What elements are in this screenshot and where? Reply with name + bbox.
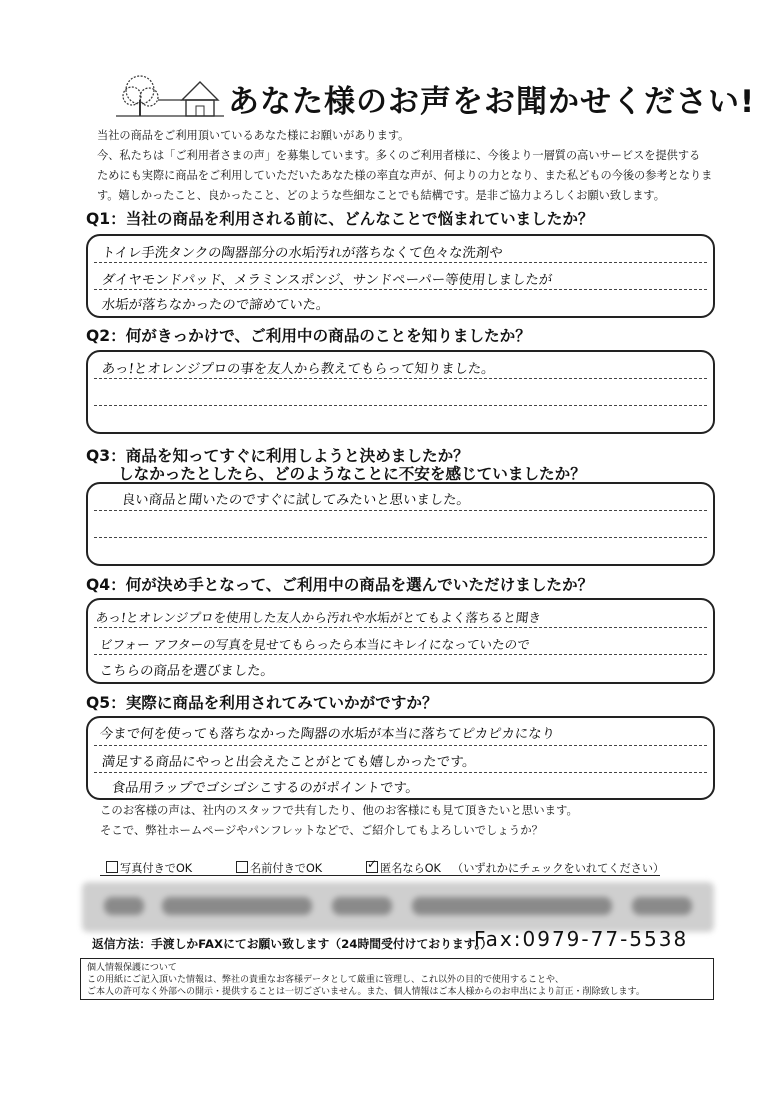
fax-number: Fax:0979-77-5538 (474, 927, 689, 951)
checked-icon (366, 861, 378, 873)
share-line: そこで、弊社ホームページやパンフレットなどで、ご紹介してもよろしいでしょうか？ (100, 823, 543, 837)
answer-line: 食品用ラップでゴシゴシこするのがポイントです。 (111, 781, 420, 796)
answer-rule (94, 772, 707, 773)
checkbox-icon (106, 861, 118, 873)
privacy-line: 個人情報保護について (87, 963, 177, 973)
checkbox-name-ok[interactable] (236, 860, 322, 876)
answer-rule (94, 405, 707, 406)
tree-house-logo (112, 70, 224, 122)
answer-rule (94, 537, 707, 538)
reply-method: 返信方法：手渡しかFAXにてお願い致します（24時間受付けております。） (92, 937, 493, 951)
checkbox-icon (236, 861, 248, 873)
redacted-customer-info (82, 882, 714, 932)
question-1-label: Q1：当社の商品を利用される前に、どんなことで悩まれていましたか？ (86, 210, 594, 228)
answer-box-5[interactable] (86, 716, 715, 800)
answer-box-3[interactable] (86, 482, 715, 566)
intro-line: 当社の商品をご利用頂いているあなた様にお願いがあります。 (97, 129, 410, 142)
privacy-notice (80, 958, 714, 1000)
answer-line: こちらの商品を選びました。 (99, 664, 275, 679)
share-permission-text (100, 800, 578, 840)
answer-rule (94, 262, 707, 263)
share-line: このお客様の声は、社内のスタッフで共有したり、他のお客様にも見て頂きたいと思います。 (100, 803, 578, 817)
privacy-line: ご本人の許可なく外部への開示・提供することは一切ございません。また、個人情報はご本人様からのお申出により訂正・削除致します。 (87, 987, 645, 997)
answer-line: 水垢が落ちなかったので諦めていた。 (101, 298, 331, 313)
checkbox-anonymous-ok[interactable] (366, 860, 441, 876)
answer-line: 今まで何を使っても落ちなかった陶器の水垢が本当に落ちてピカピカになり (99, 727, 556, 742)
answer-line: 満足する商品にやっと出会えたことがとても嬉しかったです。 (101, 755, 477, 770)
answer-box-2[interactable] (86, 350, 715, 434)
checkbox-label: 名前付きでOK (250, 862, 323, 875)
answer-rule (94, 378, 707, 379)
answer-line: あっ!とオレンジプロの事を友人から教えてもらって知りました。 (101, 362, 496, 377)
answer-box-1[interactable] (86, 234, 715, 318)
checkbox-label: 匿名ならOK (380, 862, 441, 875)
answer-rule (94, 745, 707, 746)
divider (100, 875, 660, 876)
answer-line: ビフォー アフターの写真を見せてもらったら本当にキレイになっていたので (99, 637, 531, 652)
intro-line: 今、私たちは「ご利用者さまの声」を募集しています。多くのご利用者様に、今後より一層質の高いサービスを提供する (97, 149, 701, 162)
question-3-sublabel: しなかったとしたら、どのようなことに不安を感じていましたか？ (118, 465, 586, 483)
answer-rule (94, 654, 707, 655)
intro-text (97, 126, 737, 206)
privacy-line: この用紙にご記入頂いた情報は、弊社の貴重なお客様データとして厳重に管理し、これ以外の目的で使用することや、 (87, 975, 564, 985)
answer-rule (94, 627, 707, 628)
answer-line: ダイヤモンドパッド、メラミンスポンジ、サンドペーパー等使用しましたが (101, 273, 553, 288)
checkbox-label: 写真付きでOK (120, 862, 193, 875)
answer-box-4[interactable] (86, 598, 715, 684)
intro-line: ためにも実際に商品をご利用していただいたあなた様の率直な声が、何よりの力となり、また私どもの今後の参考となりま (97, 169, 713, 182)
question-3-label: Q3：商品を知ってすぐに利用しようと決めましたか？ (86, 447, 469, 465)
answer-rule (94, 289, 707, 290)
answer-rule (94, 510, 707, 511)
question-4-label: Q4：何が決め手となって、ご利用中の商品を選んでいただけましたか？ (86, 576, 594, 594)
question-2-label: Q2：何がきっかけで、ご利用中の商品のことを知りましたか？ (86, 327, 531, 345)
answer-line: あっ!とオレンジプロを使用した友人から汚れや水垢がとてもよく落ちると聞き (95, 610, 542, 625)
question-5-label: Q5：実際に商品を利用されてみていかがですか？ (86, 694, 438, 712)
checkbox-photo-ok[interactable] (106, 860, 192, 876)
page-title: あなた様のお声をお聞かせください! (228, 84, 756, 120)
answer-line: トイレ手洗タンクの陶器部分の水垢汚れが落ちなくて色々な洗剤や (101, 246, 504, 261)
intro-line: す。嬉しかったこと、良かったこと、どのような些細なことでも結構です。是非ご協力よろしくお願い致します。 (97, 189, 665, 202)
checkbox-note: （いずれかにチェックをいれてください） (452, 862, 665, 875)
answer-line: 良い商品と聞いたのですぐに試してみたいと思いました。 (121, 493, 471, 508)
